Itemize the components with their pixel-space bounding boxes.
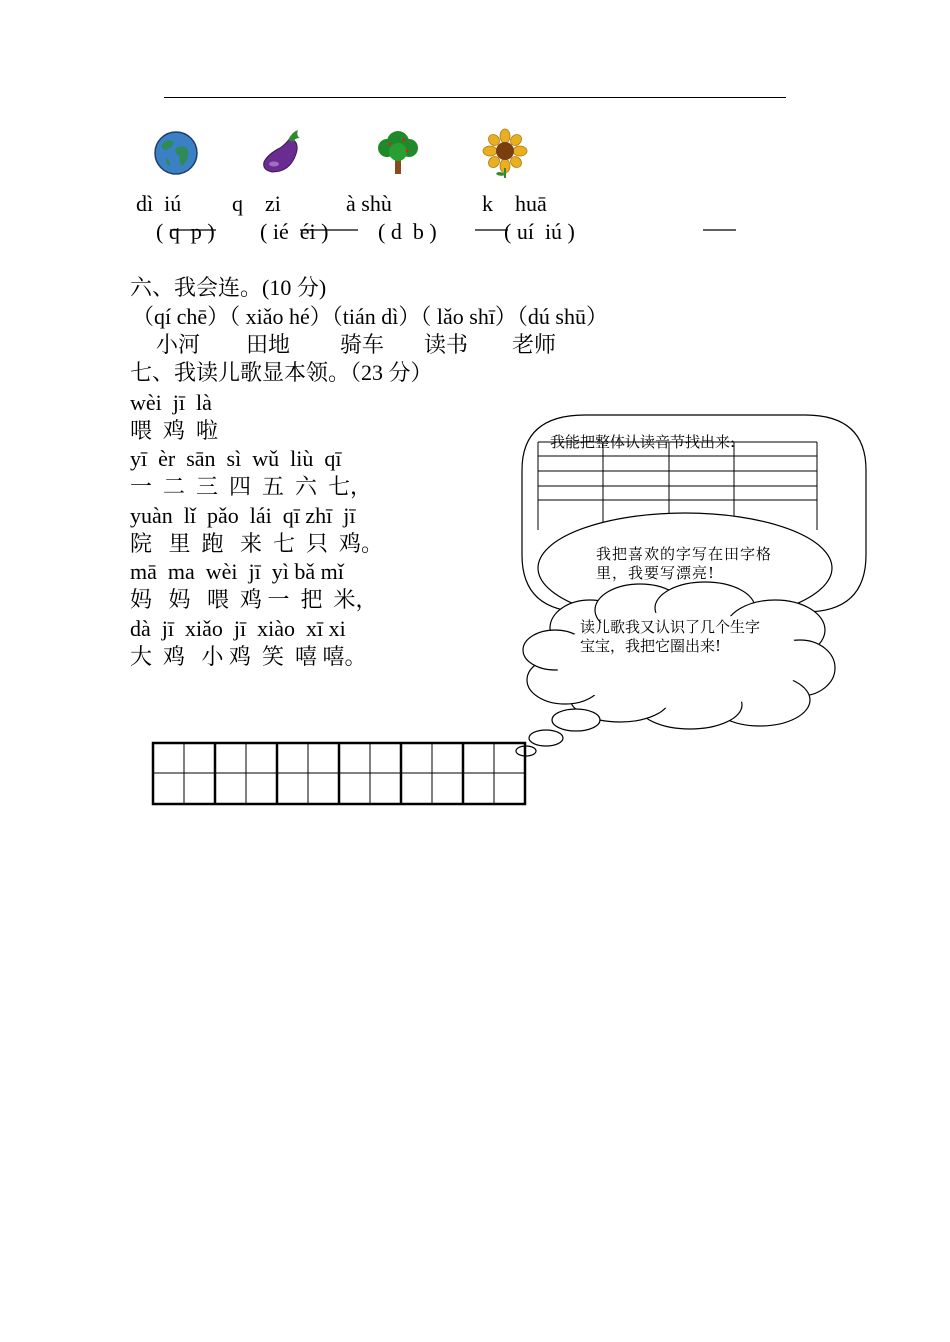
poem-pinyin-line: yī èr sān sì wǔ liù qī: [130, 446, 342, 471]
cloud-tail-2: [529, 730, 563, 746]
word-xiaohe[interactable]: 小河: [156, 332, 201, 357]
circle-bubble-text: 读儿歌我又认识了几个生字宝宝，我把它圈出来!: [580, 618, 761, 655]
tianzi-grid: [153, 743, 525, 804]
word-qiche[interactable]: 骑车: [340, 332, 385, 357]
choice-ui-iu[interactable]: ( uí iú ): [504, 219, 575, 244]
poem-hanzi-line: 院 里 跑 来 七 只 鸡。: [130, 531, 384, 556]
poem-hanzi-line: 妈 妈 喂 鸡 一 把 米，: [130, 587, 378, 612]
section7-heading: 七、我读儿歌显本领。（23 分）: [130, 360, 433, 385]
choice-ie-ei[interactable]: ( ié éi ): [260, 219, 329, 244]
word-dushu[interactable]: 读书: [424, 332, 469, 357]
section6-pinyin-row: （qí chē）（ xiǎo hé）（tián dì）（ lǎo shī）（dú shū）: [132, 304, 608, 329]
poem-hanzi-line: 大 鸡 小 鸡 笑 嘻 嘻。: [130, 644, 367, 669]
poem-pinyin-line: yuàn lǐ pǎo lái qī zhī jī: [130, 503, 356, 528]
word-tiandi[interactable]: 田地: [246, 332, 291, 357]
poem-hanzi-line: 喂 鸡 啦: [130, 418, 219, 443]
pinyin-globe: dì iú: [136, 191, 182, 216]
pinyin-tree: à shù: [346, 191, 392, 216]
section6-heading: 六、我会连。(10 分): [130, 275, 327, 300]
cloud-tail-1: [552, 709, 600, 731]
poem-hanzi-line: 一 二 三 四 五 六 七，: [130, 474, 373, 499]
poem-pinyin-line: dà jī xiǎo jī xiào xī xi: [130, 616, 346, 641]
poem-pinyin-line: wèi jī là: [130, 390, 212, 415]
pinyin-eggplant: q zi: [232, 191, 281, 216]
word-laoshi[interactable]: 老师: [512, 332, 557, 357]
tianzi-bubble-text: 我把喜欢的字写在田字格里，我要写漂亮!: [596, 545, 773, 582]
choice-q-p[interactable]: ( q p ): [156, 219, 215, 244]
poem-pinyin-line: mā ma wèi jī yì bǎ mǐ: [130, 559, 344, 584]
syllable-bubble-text: 我能把整体认读音节找出来:: [550, 433, 736, 451]
choice-d-b[interactable]: ( d b ): [378, 219, 437, 244]
pinyin-sunflower: k huā: [482, 191, 547, 216]
